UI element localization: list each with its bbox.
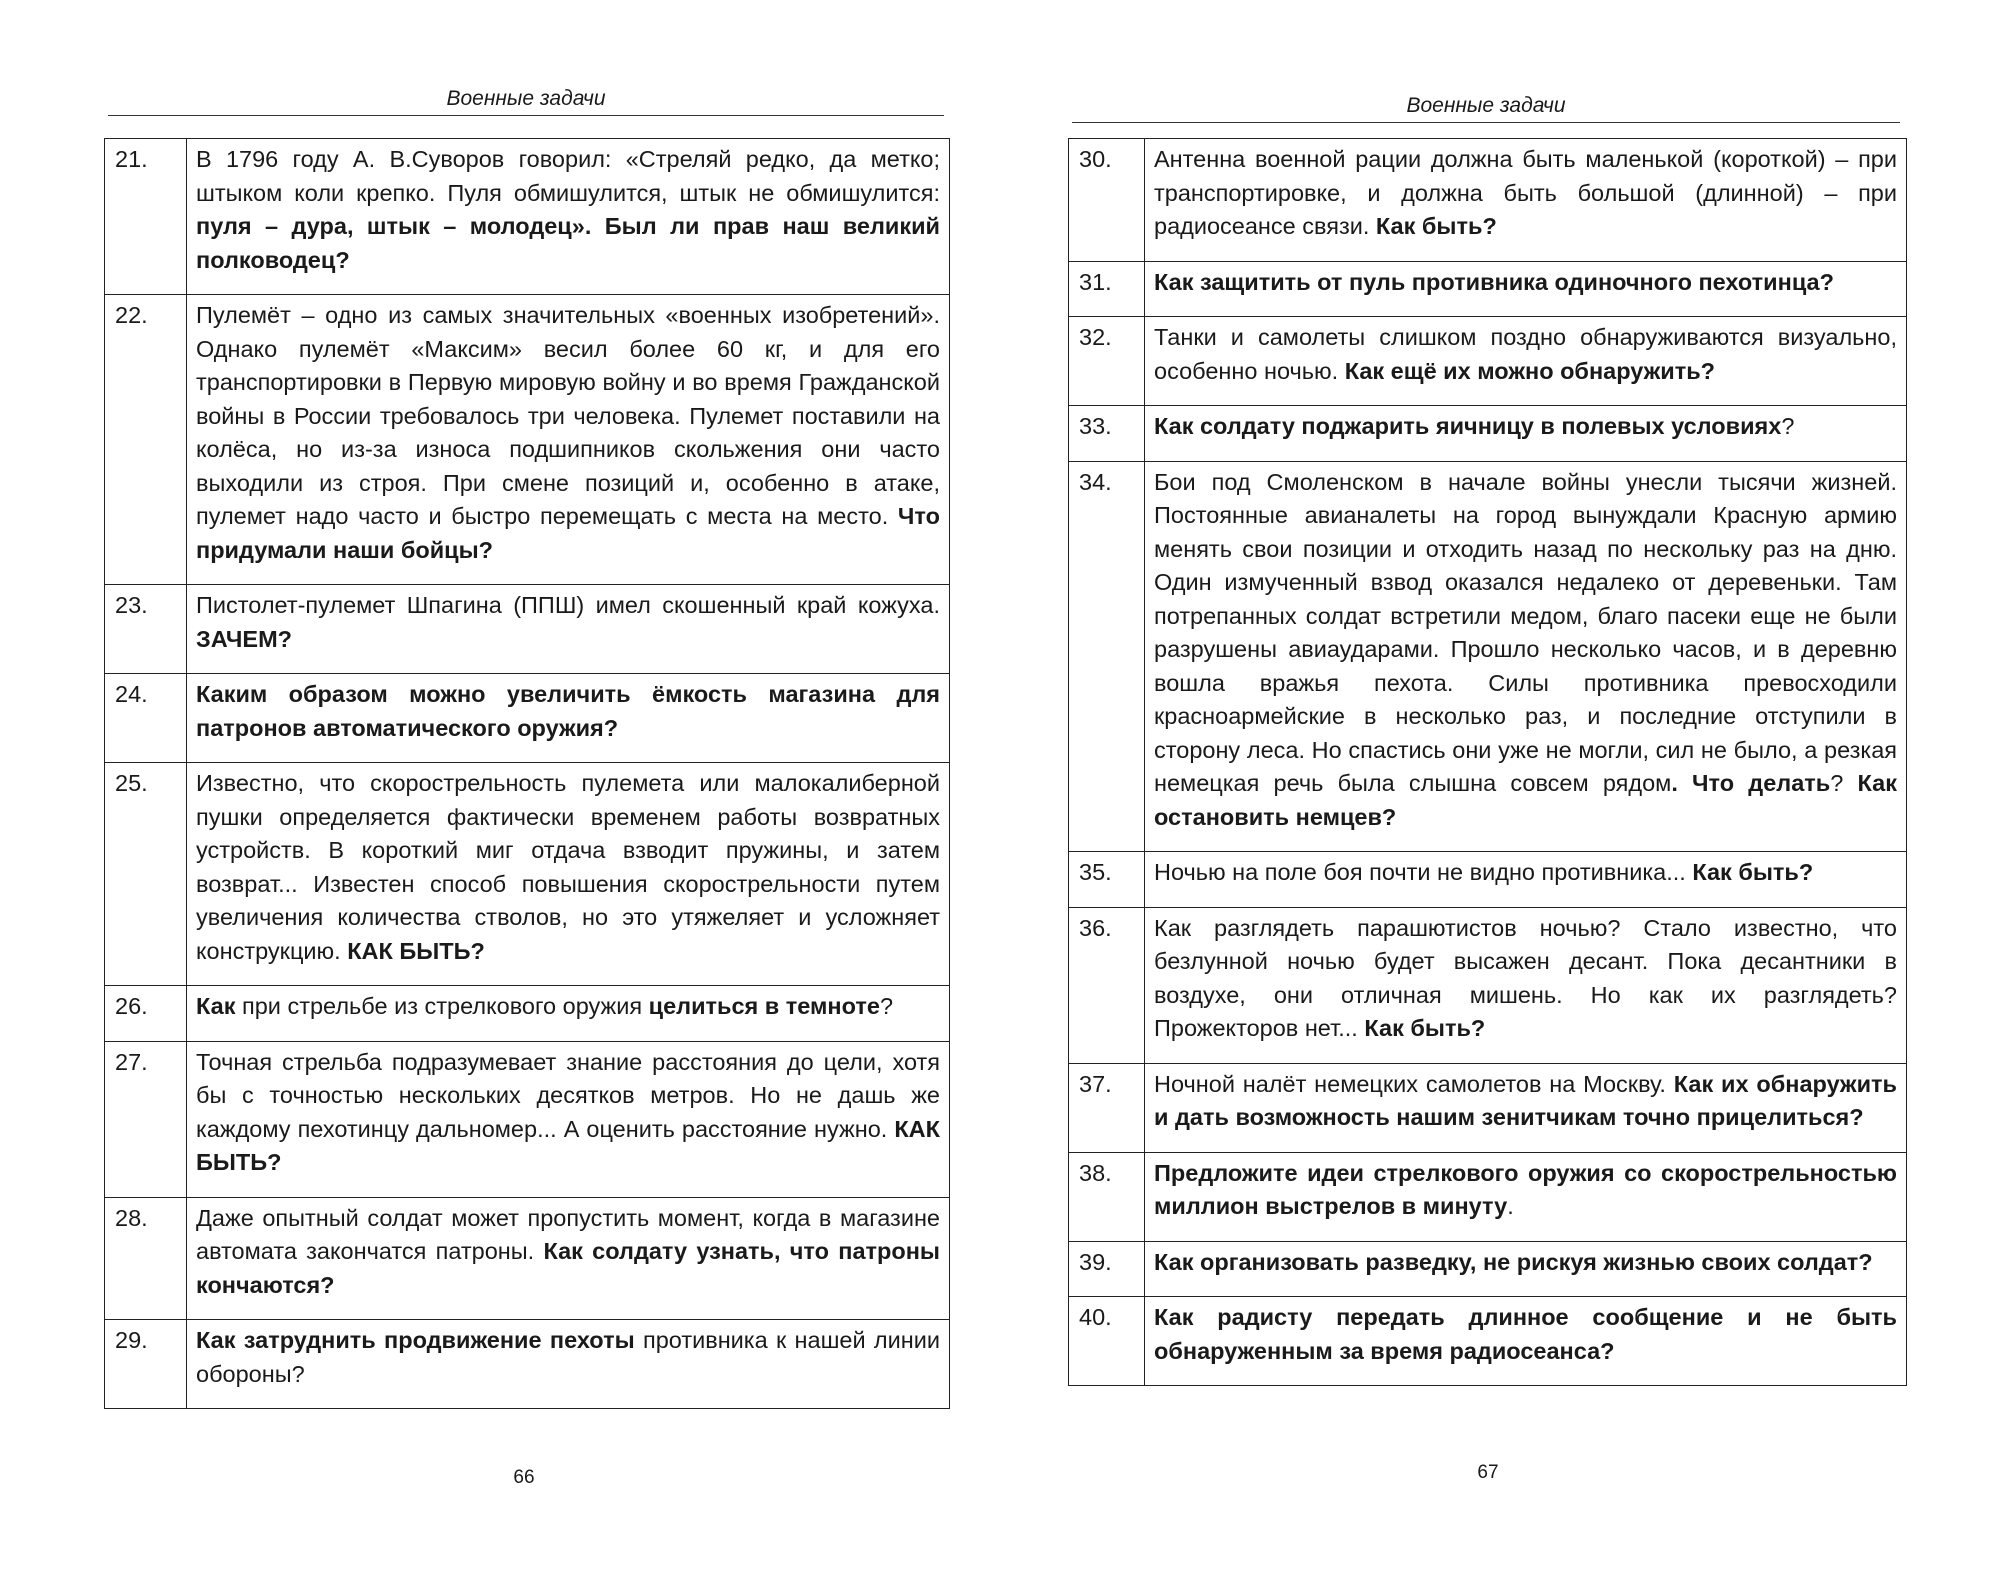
task-number: 39. (1069, 1241, 1145, 1297)
task-text (187, 986, 950, 1042)
task-number: 31. (1069, 261, 1145, 317)
task-text (187, 674, 950, 763)
task-row (1069, 1241, 1907, 1297)
task-text (1145, 139, 1907, 262)
task-number: 27. (105, 1041, 187, 1197)
task-text (1145, 1063, 1907, 1152)
task-text (187, 1041, 950, 1197)
task-row (1069, 1297, 1907, 1386)
tasks-table (1068, 138, 1907, 1386)
task-row (1069, 907, 1907, 1063)
task-question-bold: Предложите идеи стрелкового оружия со скорострельностью миллион выстрелов в минуту (1154, 1159, 1897, 1219)
task-question-bold: Как солдату узнать, что патроны кончаются? (196, 1238, 940, 1298)
task-row (1069, 317, 1907, 406)
task-question-bold: Как солдату поджарить яичницу в полевых условиях (1154, 413, 1782, 439)
task-text-fragment: Пулемёт – одно из самых значительных «военных изобретений». Однако пулемёт «Максим» весил более 60 кг, и для его транспортировки в Первую мировую войну и во время Гражданской войны в России требовалось три человека. Пулемет поставили на колёса, но из-за износа подшипников скольжения они часто выходили из строя. При смене позиций и, особенно в атаке, пулемет надо часто и быстро перемещать с места на место. (196, 302, 940, 529)
task-number: 25. (105, 763, 187, 986)
task-number: 28. (105, 1197, 187, 1320)
task-row (105, 1041, 950, 1197)
task-number: 34. (1069, 461, 1145, 852)
task-row (105, 986, 950, 1042)
task-text (1145, 907, 1907, 1063)
task-number: 26. (105, 986, 187, 1042)
task-row (105, 139, 950, 295)
task-text-fragment: Антенна военной рации должна быть маленькой (короткой) – при транспортировке, и должна быть большой (длинной) – при радиосеансе связи. (1154, 146, 1897, 239)
task-question-bold: ЗАЧЕМ? (196, 625, 293, 652)
task-row (1069, 461, 1907, 852)
task-row (105, 585, 950, 674)
task-number: 23. (105, 585, 187, 674)
task-question-bold: Каким образом можно увеличить ёмкость магазина для патронов автоматического оружия? (196, 681, 940, 741)
task-question-bold: Как их обнаружить и дать возможность нашим зенитчикам точно прицелиться? (1154, 1070, 1897, 1130)
task-question-bold: Как быть? (1375, 213, 1497, 239)
task-text (187, 1320, 950, 1409)
task-number: 22. (105, 295, 187, 585)
task-text (187, 1197, 950, 1320)
tasks-table-body (1069, 139, 1907, 1386)
task-row (1069, 261, 1907, 317)
task-text (1145, 852, 1907, 908)
task-number: 35. (1069, 852, 1145, 908)
task-text-fragment: при стрельбе из стрелкового оружия (235, 993, 649, 1019)
task-question-bold: Как организовать разведку, не рискуя жизнью своих солдат? (1154, 1248, 1873, 1275)
task-question-bold: Как быть? (1364, 1015, 1486, 1041)
task-question-bold: Что придумали наши бойцы? (196, 503, 940, 563)
task-question-bold: . Что делать (1671, 770, 1831, 796)
task-row (105, 1320, 950, 1409)
task-row (1069, 406, 1907, 462)
task-text-fragment: . (1507, 1193, 1514, 1219)
task-row (1069, 852, 1907, 908)
task-number: 24. (105, 674, 187, 763)
task-text (1145, 261, 1907, 317)
task-number: 30. (1069, 139, 1145, 262)
task-row (1069, 1152, 1907, 1241)
task-text-fragment: Пистолет-пулемет Шпагина (ППШ) имел скошенный край кожуха. (196, 592, 940, 618)
task-row (105, 674, 950, 763)
task-text-fragment: Известно, что скорострельность пулемета или малокалиберной пушки определяется фактически временем работы возвратных устройств. В короткий миг отдача взводит пружины, и затем возврат... Известен способ повышения скорострельности путем увеличения количества стволов, но это утяжеляет и усложняет конструкцию. (196, 770, 940, 964)
running-header: Военные задачи (108, 87, 944, 116)
task-number: 29. (105, 1320, 187, 1409)
page-number: 66 (513, 1467, 535, 1488)
task-question-bold: Как защитить от пуль противника одиночного пехотинца? (1154, 268, 1834, 295)
task-row (105, 295, 950, 585)
task-row (1069, 139, 1907, 262)
task-row (1069, 1063, 1907, 1152)
task-text-fragment: Даже опытный солдат может пропустить момент, когда в магазине автомата закончатся патроны. (196, 1204, 940, 1264)
task-text (187, 139, 950, 295)
task-question-bold: Как затруднить продвижение пехоты (196, 1327, 635, 1353)
task-number: 38. (1069, 1152, 1145, 1241)
task-text-fragment: Бои под Смоленском в начале войны унесли тысячи жизней. Постоянные авианалеты на город вынуждали Красную армию менять свои позиции и отходить назад по нескольку раз на дню. Один измученный взвод оказался недалеко от деревеньки. Там потрепанных солдат встретили медом, благо пасеки еще не были разрушены авиаударами. Прошло несколько часов, и в деревню вошла вражья пехота. Силы противника превосходили красноармейские в несколько раз, и последние отступили в сторону леса. Но спастись они уже не могли, сил не было, а резкая немецкая речь была слышна совсем рядом (1154, 468, 1897, 796)
right-page (1000, 0, 2000, 1573)
task-text-fragment: ? (1830, 770, 1858, 796)
task-question-bold: КАК БЫТЬ? (196, 1115, 940, 1175)
task-number: 21. (105, 139, 187, 295)
task-text-fragment: В 1796 году А. В.Суворов говорил: «Стреляй редко, да метко; штыком коли крепко. Пуля обмишулится, штык не обмишулится: (196, 146, 940, 206)
task-question-bold: Как радисту передать длинное сообщение и не быть обнаруженным за время радиосеанса? (1154, 1304, 1897, 1364)
task-text (1145, 1152, 1907, 1241)
task-row (105, 1197, 950, 1320)
task-number: 33. (1069, 406, 1145, 462)
task-text (1145, 1241, 1907, 1297)
task-text (1145, 461, 1907, 852)
task-text (187, 763, 950, 986)
task-text (187, 585, 950, 674)
task-text-fragment: Как разглядеть парашютистов ночью? Стало известно, что безлунной ночью будет высажен десант. Пока десантники в воздухе, они отличная мишень. Но как их разглядеть? Прожекторов нет... (1154, 914, 1897, 1041)
task-question-bold: целиться в темноте (648, 993, 880, 1019)
task-number: 37. (1069, 1063, 1145, 1152)
task-text-fragment: Точная стрельба подразумевает знание расстояния до цели, хотя бы с точностью нескольких десятков метров. Но не дашь же каждому пехотинцу дальномер... А оценить расстояние нужно. (196, 1048, 940, 1142)
task-row (105, 763, 950, 986)
task-text-fragment: противника к нашей линии обороны? (196, 1327, 940, 1387)
task-text-fragment: Ночью на поле боя почти не видно противника... (1154, 859, 1693, 885)
page-number: 67 (1477, 1462, 1499, 1483)
running-header: Военные задачи (1072, 94, 1900, 123)
task-text (187, 295, 950, 585)
task-question-bold: Как ещё их можно обнаружить? (1344, 357, 1716, 384)
task-text-fragment: Танки и самолеты слишком поздно обнаруживаются визуально, особенно ночью. (1154, 324, 1897, 384)
task-question-bold: пуля – дура, штык – молодец». Был ли прав наш великий полководец? (196, 213, 940, 273)
task-text-fragment: Ночной налёт немецких самолетов на Москву. (1154, 1070, 1674, 1097)
task-question-bold: Как быть? (1692, 859, 1814, 885)
task-text (1145, 1297, 1907, 1386)
task-number: 32. (1069, 317, 1145, 406)
tasks-table-body (105, 139, 950, 1409)
task-text (1145, 406, 1907, 462)
task-question-bold: КАК БЫТЬ? (347, 937, 485, 964)
task-question-bold: Как остановить немцев? (1154, 770, 1897, 830)
tasks-table (104, 138, 950, 1409)
task-text-fragment: ? (1781, 413, 1795, 439)
task-number: 36. (1069, 907, 1145, 1063)
task-question-bold: Как (196, 993, 236, 1019)
task-number: 40. (1069, 1297, 1145, 1386)
task-text-fragment: ? (879, 993, 894, 1019)
task-text (1145, 317, 1907, 406)
